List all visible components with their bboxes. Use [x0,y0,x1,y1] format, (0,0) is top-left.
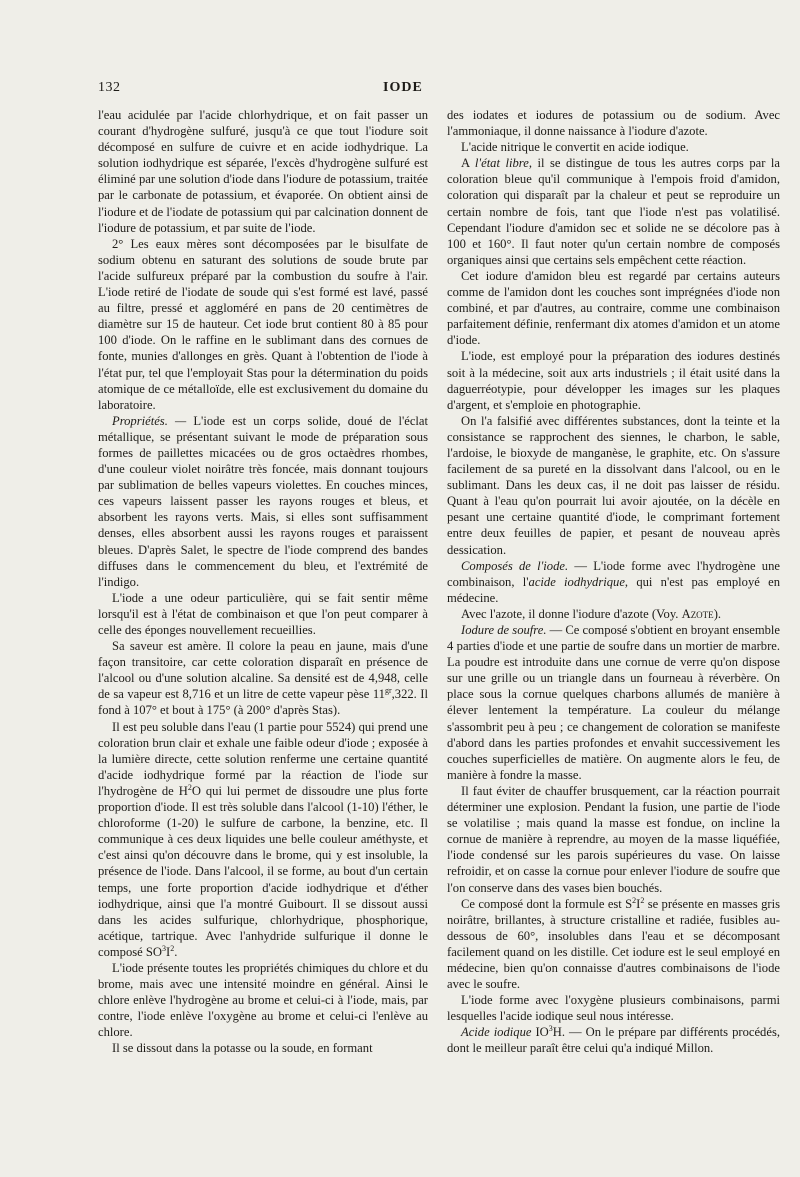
paragraph: L'iode, est employé pour la préparation des iodures destinés soit à la médecine, soit aux arts industriels ; il était usité dans la daguerréotypie, pour développer les images sur les plaques d'argent, et s'emploie en photographie. [447,349,780,412]
paragraph [447,558,780,606]
paragraph-text: H. — On le prépare par différents procédés, dont le meilleur paraît être celui qu'a indiqué Millon. [447,1025,780,1056]
paragraph: L'iode forme avec l'oxygène plusieurs combinaisons, parmi lesquelles l'acide iodique seul nous intéresse. [447,993,780,1024]
paragraph-text: Avec l'azote, il donne l'iodure d'azote (Voy. [461,606,682,621]
superscript: 2 [632,895,637,905]
paragraph-text: ). [713,606,722,621]
paragraph: L'iode a une odeur particulière, qui se fait sentir même lorsqu'il est à l'état de combinaison et que l'on peut comparer à celle des éponges nouvellement recueillies. [98,590,428,637]
running-title: IODE [383,80,423,95]
paragraph: On l'a falsifié avec différentes substances, dont la teinte et la consistance se rapprochent des siennes, le charbon, le sable, l'ardoise, le bioxyde de manganèse, le graphite, etc. On s'assure facilement de sa pureté en la dissolvant dans l'alcool, ou en le sublimant. Dans les deux cas, il ne doit pas laisser de résidu. Quant à l'eau qu'on pourrait lui avoir ajoutée, on la décèle en pesant une certaine quantité d'iode, le comprimant fortement entre deux feuilles de papier, et pesant de nouveau après dessication. [447,413,780,557]
paragraph: L'acide nitrique le convertit en acide iodique. [461,140,689,155]
paragraph-text: IO [531,1025,549,1040]
paragraph [98,719,428,960]
superscript: 2 [640,895,645,905]
paragraph-text: , qui n'est pas employé en médecine. [447,574,781,605]
paragraph-text: — Ce composé s'obtient en broyant ensemble 4 parties d'iode et une partie de soufre dans un mortier de marbre. La poudre est introduite dans une cornue de verre qu'on dispose sur une grille ou un triangle dans un fourneau à réverbère. On place sous la cornue quelques charbons allumés de manière à élever lentement la température. La couleur du mélange s'assombrit peu à peu ; ce changement de coloration se manifeste d'abord dans les parties profondes et envahit successivement les couches superficielles de matière. On augmente alors le feu, de manière à fondre la masse. [447,623,780,782]
paragraph: des iodates et iodures de potassium ou de sodium. Avec l'ammoniaque, il donne naissance à l'iodure d'azote. [447,108,780,139]
section-heading-iodure-soufre: Iodure de soufre. [461,623,547,637]
paragraph-text: . [174,944,178,959]
page-number: 132 [98,80,121,95]
paragraph [98,413,428,590]
right-column [447,107,780,1057]
paragraph-text: I [166,944,171,959]
italic-term: acide iodhydrique [528,574,625,589]
section-heading-composes: Composés de l'iode. [461,558,569,573]
paragraph-text: O qui lui permet de dissoudre une plus forte proportion d'iode. Il est très soluble dans l'alcool (1-10) l'éther, le chloroforme (1-20) le sulfure de carbone, la benzine, etc. Il communique à ces deux liquides une belle couleur améthyste, et c'est ainsi qu'on découvre dans le brome, qui y est insoluble, la présence de l'iode. Dans l'alcool, il se forme, au bout d'un certain temps, une forte proportion d'acide iodhydrique et d'éther iodhydrique, ainsi que l'a montré Guibourt. Il se dissout aussi dans les acides sulfurique, chlorhydrique, phosphorique, acétique, tartrique. Avec l'anhydride sulfurique il donne le composé SO [98,783,428,959]
paragraph [447,896,780,993]
section-heading-acide-iodique: Acide iodique [461,1025,532,1040]
italic-term: l'état libre [474,156,529,171]
page-header [98,80,700,100]
paragraph: Cet iodure d'amidon bleu est regardé par certains auteurs comme de l'amidon dont les couches sont imprégnées d'iode non combiné, et par d'autres, au contraire, comme une combinaison parfaitement définie, renfermant dix atomes d'amidon et un atome d'iode. [447,268,780,348]
superscript: gr [384,686,392,696]
section-heading-proprietes: Propriétés. — [112,413,187,428]
paragraph-text: Ce composé dont la formule est S [461,896,633,911]
paragraph-text: A [461,156,475,171]
paragraph-text: ,322. Il fond à 107° et bout à 175° (à 200° d'après Stas). [98,687,428,718]
paragraph [447,1024,780,1056]
paragraph-text: Il est peu soluble dans l'eau (1 partie pour 5524) qui prend une coloration brun clair et exhale une faible odeur d'iode ; exposée à la lumière directe, cette solution renferme une certaine quantité d'acide iodhydrique formé par la réaction de l'iode sur l'hydrogène de H [98,719,428,798]
superscript: 3 [548,1024,553,1034]
paragraph: 2° Les eaux mères sont décomposées par le bisulfate de sodium obtenu en saturant des solutions de soude brute par l'acide sulfureux préparé par la combustion du soufre à l'air. L'iode retiré de l'iodate de soude qui s'est formé est lavé, passé au filtre, pressé et aggloméré en pans de 20 centimètres de diamètre sur 15 de hauteur. Cet iode brut contient 80 à 85 pour 100 d'iode. On le raffine en le sublimant dans des cornues de fonte, munies d'allonges en grès. Quant à l'obtention de l'iode à l'état pur, tel que l'employait Stas pour la détermination du poids atomique de ce métalloïde, elle est exclusivement du domaine du laboratoire. [98,236,428,412]
paragraph [98,638,428,718]
paragraph: L'iode présente toutes les propriétés chimiques du chlore et du brome, mais avec une intensité moindre en général. Ainsi le chlore enlève l'hydrogène au brome et celui-ci à l'iode, mais, par contre, l'iode enlève l'oxygène au brome et celui-ci l'enlève au chlore. [98,960,428,1040]
paragraph-text: — L'iode forme avec l'hydrogène une combinaison, l' [447,558,780,589]
superscript: 3 [162,943,167,953]
paragraph-text: Sa saveur est amère. Il colore la peau en jaune, mais d'une façon transitoire, car cette coloration disparaît en présence de l'alcool ou d'une solution alcaline. Sa densité est de 4,948, celle de sa vapeur est 8,716 et un litre de cette vapeur pèse 11 [98,639,428,702]
paragraph-text: L'iode est un corps solide, doué de l'éclat métallique, se présentant suivant le mode de préparation sous formes de paillettes micacées ou de gros octaèdres rhombes, d'une couleur violet noirâtre très foncée, mais donnant toujours par sublimation de belles vapeurs violettes. En couches minces, ces vapeurs laissent passer les rayons rouges et bleus, et absorbent les rayons verts. Mais, si elles sont suffisamment denses, elles absorbent aussi les rayons rouges et paraissent bleues. D'après Salet, le spectre de l'iode comprend des bandes diffuses dans le commencement du bleu, et l'extrémité de l'indigo. [98,413,429,589]
left-column [98,107,428,1057]
paragraph-text: I [636,896,641,911]
superscript: 2 [170,943,175,953]
paragraph: Il faut éviter de chauffer brusquement, car la réaction pourrait déterminer une explosion. Pendant la fusion, une partie de l'iode se volatilise ; mais quand la masse est fondue, on incline la cornue de manière à reprendre, au moyen de la masse liquéfiée, l'iode condensé sur les parois supérieures du vase. On laisse refroidir, et on casse la cornue pour enlever l'iodure de soufre que l'on conserve dans des vases bien bouchés. [447,783,780,895]
paragraph [447,155,780,268]
paragraph [447,622,780,783]
paragraph [447,606,780,622]
paragraph-text: se présente en masses gris noirâtre, brillantes, à structure cristalline et radiée, fusibles au-dessous de 60°, insolubles dans l'eau et se décomposant facilement quand on les distille. Cet iodure est le seul employé en médecine, bien qu'on connaisse d'autres combinaisons de l'iode avec le soufre. [447,896,780,992]
paragraph: l'eau acidulée par l'acide chlorhydrique, et on fait passer un courant d'hydrogène sulfuré, jusqu'à ce que tout l'iodure soit décomposé en sulfure de cuivre et en acide iodhydrique. La solution iodhydrique est séparée, l'excès d'hydrogène sulfuré est éliminé par une solution d'iode dans l'iodure de potassium, traitée par le carbonate de potassium, et évaporée. On obtient ainsi de l'iodure et de l'iodate de potassium qui par calcination donnent de l'iodure de potassium, et par suite de l'iode. [98,108,428,235]
cross-reference: Azote [681,606,714,621]
paragraph-text: , il se distingue de tous les autres corps par la coloration bleue qu'il communique à l'empois froid d'amidon, coloration qui disparaît par la chaleur et peut se reproduire un certain nombre de fois, tant que l'iode n'est pas volatilisé. Cependant l'iodure d'amidon sec et solide ne se décolore pas à 100 et 160°. Il faut noter qu'un certain nombre de composés organiques ainsi que certains sels empêchent cette réaction. [447,156,780,267]
paragraph: Il se dissout dans la potasse ou la soude, en formant [112,1041,373,1056]
superscript: 2 [187,782,192,792]
